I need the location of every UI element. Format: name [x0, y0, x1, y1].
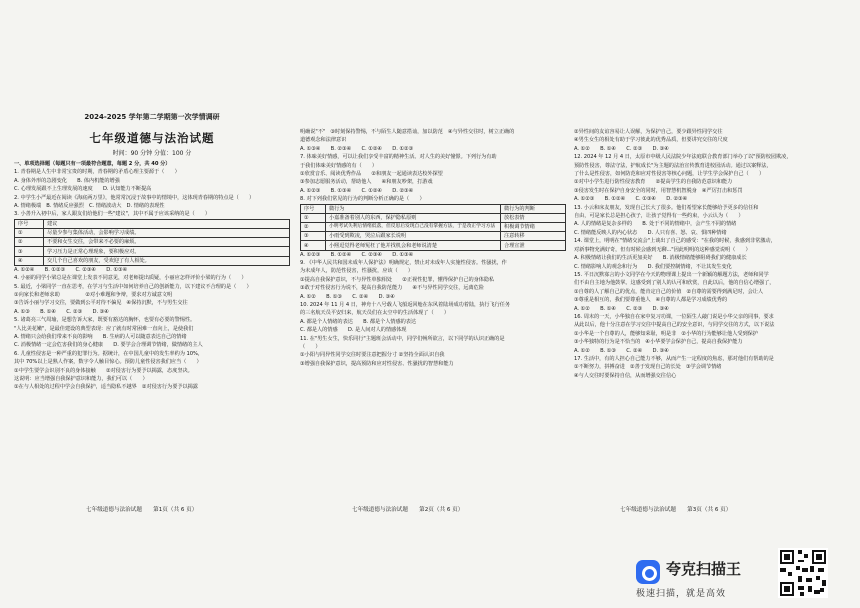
question-line: C. 都是人的情感 D. 是人间对人的情感体现 — [300, 327, 407, 334]
question-line: 15. 平日沉默寡言的小文同学在今天的物理课上提出一个新颖的解题方法，老师和同学 — [574, 271, 769, 278]
question-line: ③告诉小丽与学习交往，要做到公平对待不偏见 ④保持沉默，不与男生交往 — [14, 300, 188, 307]
question-line: A. ①② B. ①③ C. ②④ D. ③④ — [300, 293, 395, 300]
question-line: 12. 2024 年 12 月 4 日，太原市中级人民法院少年法庭联合教育部门举办了以"预防校园欺凌， — [574, 154, 792, 161]
table-header-cell: 建议 — [44, 219, 290, 228]
table-row — [301, 232, 566, 241]
question-line: ③小华独特的行为是不恰当的 ④小华要学会保护自己，提高自我保护能力 — [574, 339, 743, 346]
question-line: A. ①② B. ①④ C. ②③ D. ③④ — [574, 145, 669, 152]
question-line: A. 都是个人情绪的表达 B. 都是个人情感的表达 — [300, 318, 417, 325]
page-footer: 七年级道德与法治试题 第2页（共 6 页） — [352, 507, 464, 513]
page-footer: 七年级道德与法治试题 第3页（共 6 页） — [620, 507, 732, 513]
table-cell: 交几个自己喜欢的朋友，受欢迎了有人相处。 — [44, 256, 290, 265]
question-line: C. 情绪能反映人的内心状态 D. 人只有喜、怒、哀、惧四种情绪 — [574, 229, 727, 236]
question-line: A. 身体外形的急剧变化 B. 体内机能的增强 — [14, 177, 120, 184]
question-line: 16. 周末的一天，小华独自在家中复习功课，一位陌生人敲门说是小华父亲的同事，要求 — [574, 313, 774, 320]
table-cell: 放松表情 — [501, 213, 566, 222]
question-line: 们不由自主地为他鼓掌。这感受到了别人的认可和欣赏，自此以后，他的自信心增强了， — [574, 280, 775, 287]
question-line: 5. 诸葛亮三气周瑜，是想告诉大家，既要有豁达的胸怀，也要有必要的警惕性。 — [14, 317, 196, 324]
question-line: A. ①②③ B. ①②④ C. ②③④ D. ①③④ — [300, 251, 414, 258]
table-cell: 学习压力是正常心理现象，要积极应对。 — [44, 247, 290, 256]
table-header-row — [15, 219, 290, 228]
question-line: A. ①②③ B. ①③④ C. ①②④ D. ②③④ — [300, 187, 414, 194]
exam-year-line: 2024-2025 学年第二学期第一次学情调研 — [84, 113, 220, 121]
question-line: ①欣赏音乐、阅读优秀作品 ②和朋友一起通读表达校外探望 — [300, 171, 443, 178]
question-line: 7. 体味美好情感，可以让我们享受丰富的精神生活。对人生的美好憧憬。下列行为有助 — [300, 154, 497, 161]
question-line: 11. 在"男生女生，快乐同行"主题班会活动中，同学们畅所欲言，以下同学的认识正确的是 — [300, 335, 505, 342]
table-row — [301, 223, 566, 232]
question-line: 从此以后，他十分注意在学习交往中提高自己的安全意识，与同学交往的方式，以下说法 — [574, 322, 775, 329]
question-line: C. 消极情绪一定会危害我们的身心健康 D. 要学会合理调节情绪，做情绪的主人 — [14, 342, 203, 349]
question-line: A. 情绪极端 B. 情绪反应强烈 C. 情绪波动大 D. 情绪的表现性 — [14, 203, 165, 210]
exam-title: 七年级道德与法治试题 — [89, 131, 215, 145]
question-line: 自由，可是家长总是担心孩子，让孩子觉得有一些约束，小云认为（ ） — [574, 213, 744, 220]
table-header-row — [301, 204, 566, 213]
table-header-cell: 序号 — [15, 219, 44, 228]
table-header-cell: 微行为 — [326, 204, 501, 213]
question-line: ③参加志愿服务活动，帮助他人 ④和朋友吵架，打游戏 — [300, 179, 433, 186]
question-line: 为未成年人，防范性侵害，性骚扰，应该（ ） — [300, 268, 414, 275]
question-line: ④男生女生的相处有助于学习彼此的优秀品质，但要讲究交往的尺度 — [574, 137, 728, 144]
question-line: 9. 《中华人民共和国未成年人保护法》明确规定，禁止对未成年人实施性侵害。性骚扰，作 — [300, 260, 507, 266]
question-line: 于我们体味美好情感的有（ ） — [300, 162, 378, 169]
table-cell: ② — [301, 223, 326, 232]
section-heading: 一、单项选择题（每题只有一项最符合题意，每题 2 分，共 40 分） — [14, 161, 171, 167]
scanner-watermark — [636, 556, 776, 600]
question-line: 10. 2024 年 11 月 4 日，神舟十八号载人飞船返回舱在东风着陆场成功着陆，执行飞行任务 — [300, 302, 510, 309]
table-cell: ④ — [15, 256, 44, 265]
qr-code-icon — [778, 548, 828, 598]
question-line: 14. 课堂上，明明在"情绪交流会"上谈出了自己的感受："在我的时候，我感到非常激动， — [574, 238, 776, 245]
question-line: 对新事物充满好奇，但有时候会感到无聊..."因此明明的这种感觉说明（ ） — [574, 246, 751, 253]
behavior-table — [300, 204, 566, 251]
question-line: 了什么是性侵害，如何防范和应对性侵害等核心问题，让学生学会保护自己（ ） — [574, 171, 765, 178]
question-line: 的三名航天员平安归来，航天员们在太空中的生活体现了（ ） — [300, 310, 449, 317]
question-line: ①自尊的人了解自己的优点，能肯定自己的价值 ②自尊的需要得到满足时，会让人 — [574, 288, 764, 295]
scanner-brand-name: 夸克扫描王 — [666, 560, 742, 578]
question-line: C. 情绪影响人的观念和行为 D. 我们要控制情绪，不让其发生变化 — [574, 263, 732, 270]
question-line: ①中学生要学会识别不良的身体接触 ②对侵害行为要予以揭露，态度坚决。 — [14, 367, 193, 374]
table-cell: 注意转移 — [501, 232, 566, 241]
table-cell: ③ — [15, 247, 44, 256]
question-line: 其中 70%以上是熟人作案，数字令人触目惊心。预防儿童性侵害我们应当（ ） — [14, 359, 202, 366]
table-cell: 合理宣泄 — [501, 241, 566, 250]
question-line: 这说明：应当增强自我保护意识和能力，我们可以（ ） — [14, 376, 148, 383]
question-line: ③增强自我保护意识，提高预防和应对性侵害、性骚扰的智慧和能力 — [300, 360, 454, 367]
table-cell: 尽量少参与集体活动，会影响学习成绩。 — [44, 229, 290, 238]
page-footer: 七年级道德与法治试题 第1页（共 6 页） — [86, 507, 198, 513]
question-line: ①小华是一个自尊的人，能够知荣耻，明是非 ②小华的行为能够让他人受到保护 — [574, 330, 758, 337]
question-line: 明确说"不" ③时刻保持警惕，不与陌生人随意搭讪，加以防范 ④与异性交往时，树立正确的 — [300, 129, 515, 135]
table-cell: ① — [15, 229, 44, 238]
table-cell: 小嘉准备着别人的东西，保护隐私原则 — [326, 213, 501, 222]
table-header-cell: 序号 — [301, 204, 326, 213]
table-cell: ① — [301, 213, 326, 222]
question-line: 4. 小丽的同学小梁总是在课堂上发表不同意见，对老师提出质疑，小丽应怎样评价小梁的行为（ ） — [14, 275, 247, 282]
question-line: A. ①② B. ①③ C. ②④ D. ③④ — [574, 347, 669, 354]
table-cell: 积极调节情绪 — [501, 223, 566, 232]
question-line: A. 人的情绪是复杂多样的 B. 处于不同的情绪中，会产生不同的情绪 — [574, 221, 737, 228]
table-row — [301, 241, 566, 250]
question-line: A. ①③④ B. ②③④ C. ①②④ D. ①②③ — [300, 145, 414, 152]
question-line: 17. 生活中，有的人担心自己能力不够，从而产生一定程度的焦虑，那对他们有帮助的是 — [574, 355, 774, 362]
question-line: ①不断努力，拼搏奋进 ②善于发现自己的长处 ③学会调节情绪 — [574, 364, 722, 371]
question-line: ①向家长和老师求助 ②对小难题和争辩，要求对方诚意文明 — [14, 292, 173, 298]
question-line: A. ①②③ B. ①②④ C. ①③④ D. ②③④ — [574, 196, 688, 203]
page-2-column — [300, 128, 566, 368]
question-line: 道德观念和法律意识 — [300, 137, 347, 144]
question-line: ③尊重是相互的，我们要尊重他人 ④自尊的人都是学习成绩优秀的 — [574, 297, 728, 304]
question-line: 预防性侵害，尊法守法，护航成长"为主题的法治宣传教育进校园活动。通过以案释法， — [574, 162, 772, 169]
scanner-logo-icon — [636, 560, 660, 584]
question-line: ②异性间的友谊容易让人误解，为保护自己，要少跟异性同学交往 — [574, 129, 723, 135]
question-line: 1. 青春期是人生中非常宝贵的时期，青春期的矛盾心理主要源于（ ） — [14, 169, 180, 176]
page-3-column — [574, 128, 844, 380]
table-header-cell: 微行为的判断 — [501, 204, 566, 213]
advice-table — [14, 219, 290, 266]
question-line: ①提高自我保护意识，不与异性单独相处 ②正视性犯罪，懂得保护自己的身体隐私 — [300, 276, 495, 283]
question-line: ①对中小学生进行防性侵害教育 ②提高学生的自我防范意识和能力 — [574, 179, 733, 186]
question-line: A. ①③ B. ①④ C. ②③ D. ③④ — [14, 308, 109, 315]
table-row — [15, 247, 290, 256]
table-cell: 小熙逗觉得老师冤枉了他并找机会和老师说清楚 — [326, 241, 501, 250]
question-line: "人比美花嫩"，是最佳建设的典型表现：应了就有时常困难一直向上，是使我们 — [14, 325, 194, 332]
scanner-slogan: 极速扫描，就是高效 — [636, 589, 727, 599]
table-row — [15, 229, 290, 238]
table-row — [15, 238, 290, 247]
table-cell: ③ — [301, 232, 326, 241]
question-line: 8. 对下列我们常见的行为的判断分析正确的是（ ） — [300, 196, 425, 203]
table-cell: ④ — [301, 241, 326, 250]
table-cell: 小明考试失利后情绪低落，但反思后发现自己没有掌握方法，于是改正学习方法 — [326, 223, 501, 232]
question-line: C. 心理发展跟不上生理发展的速度 D. 认知能力不断提高 — [14, 186, 152, 193]
question-line: （ ） — [300, 344, 321, 351]
question-line: ③敢于对性侵害行为说不，提高自我防范能力 ④不与异性同学交往，远离危险 — [300, 285, 484, 292]
question-line: A. 积极情绪让我们的生活更加美好 B. 消极情绪能够阻碍我们的健康成长 — [574, 255, 747, 262]
question-line: 2. 中学生小严最近在阅读《海底两万里》，他常常沉浸于故事中的情境中，这体现青春期的特点是（ ） — [14, 194, 255, 201]
table-row — [301, 213, 566, 222]
table-cell: ② — [15, 238, 44, 247]
question-line: 3. 小善升入初中后，家人跟友们给他们一些"建议"，其中不属于应该采纳的是（ ） — [14, 211, 211, 218]
question-line: 5. 最近，小梁同学一直在思考，在学习与生活中如何培养自己的创新能力，以下建议不合理的是（ ） — [14, 283, 252, 290]
question-line: ①在与人相处的过程中学会自我保护，适当隐私不越界 ②对侵害行为要予以揭露 — [14, 384, 198, 391]
question-line: 13. 小云和床友朋友，发现自己长大了很多。他们希望家长能够给予更多的信任和 — [574, 204, 759, 211]
table-row — [15, 256, 290, 265]
question-line: A. ①② B. ①④ C. ②③ D. ③④ — [574, 305, 669, 312]
question-line: A. ①②④ B. ①②③ C. ②③④ D. ①③④ — [14, 266, 128, 273]
table-cell: 小雨受到欺凌，哭泣后跟家长说明 — [326, 232, 501, 241]
page-1-column — [14, 160, 290, 392]
question-line: ③侵害发生时在保护自身安全的同时，用智慧机智脱身 ④严厉打击和惩罚 — [574, 187, 743, 194]
question-line: ①小阳与同异性同学交往时要注意把握分寸 ②坚持全面认识自我 — [300, 352, 445, 359]
table-cell: 不要和女生交往，会带来不必要的麻烦。 — [44, 238, 290, 247]
question-line: ④与人交往时要保持自信，从而增强交往信心 — [574, 372, 677, 379]
question-line: A. 情绪只会给我们带来不良的影响 B. 生病的人可以随意表达自己的情绪 — [14, 334, 187, 341]
exam-meta: 时间：90 分钟 分值：100 分 — [112, 150, 192, 157]
question-line: 6. 儿童性侵害是一种严重的犯罪行为。据统计，在中国儿童中的发生率约为 10%， — [14, 350, 203, 357]
